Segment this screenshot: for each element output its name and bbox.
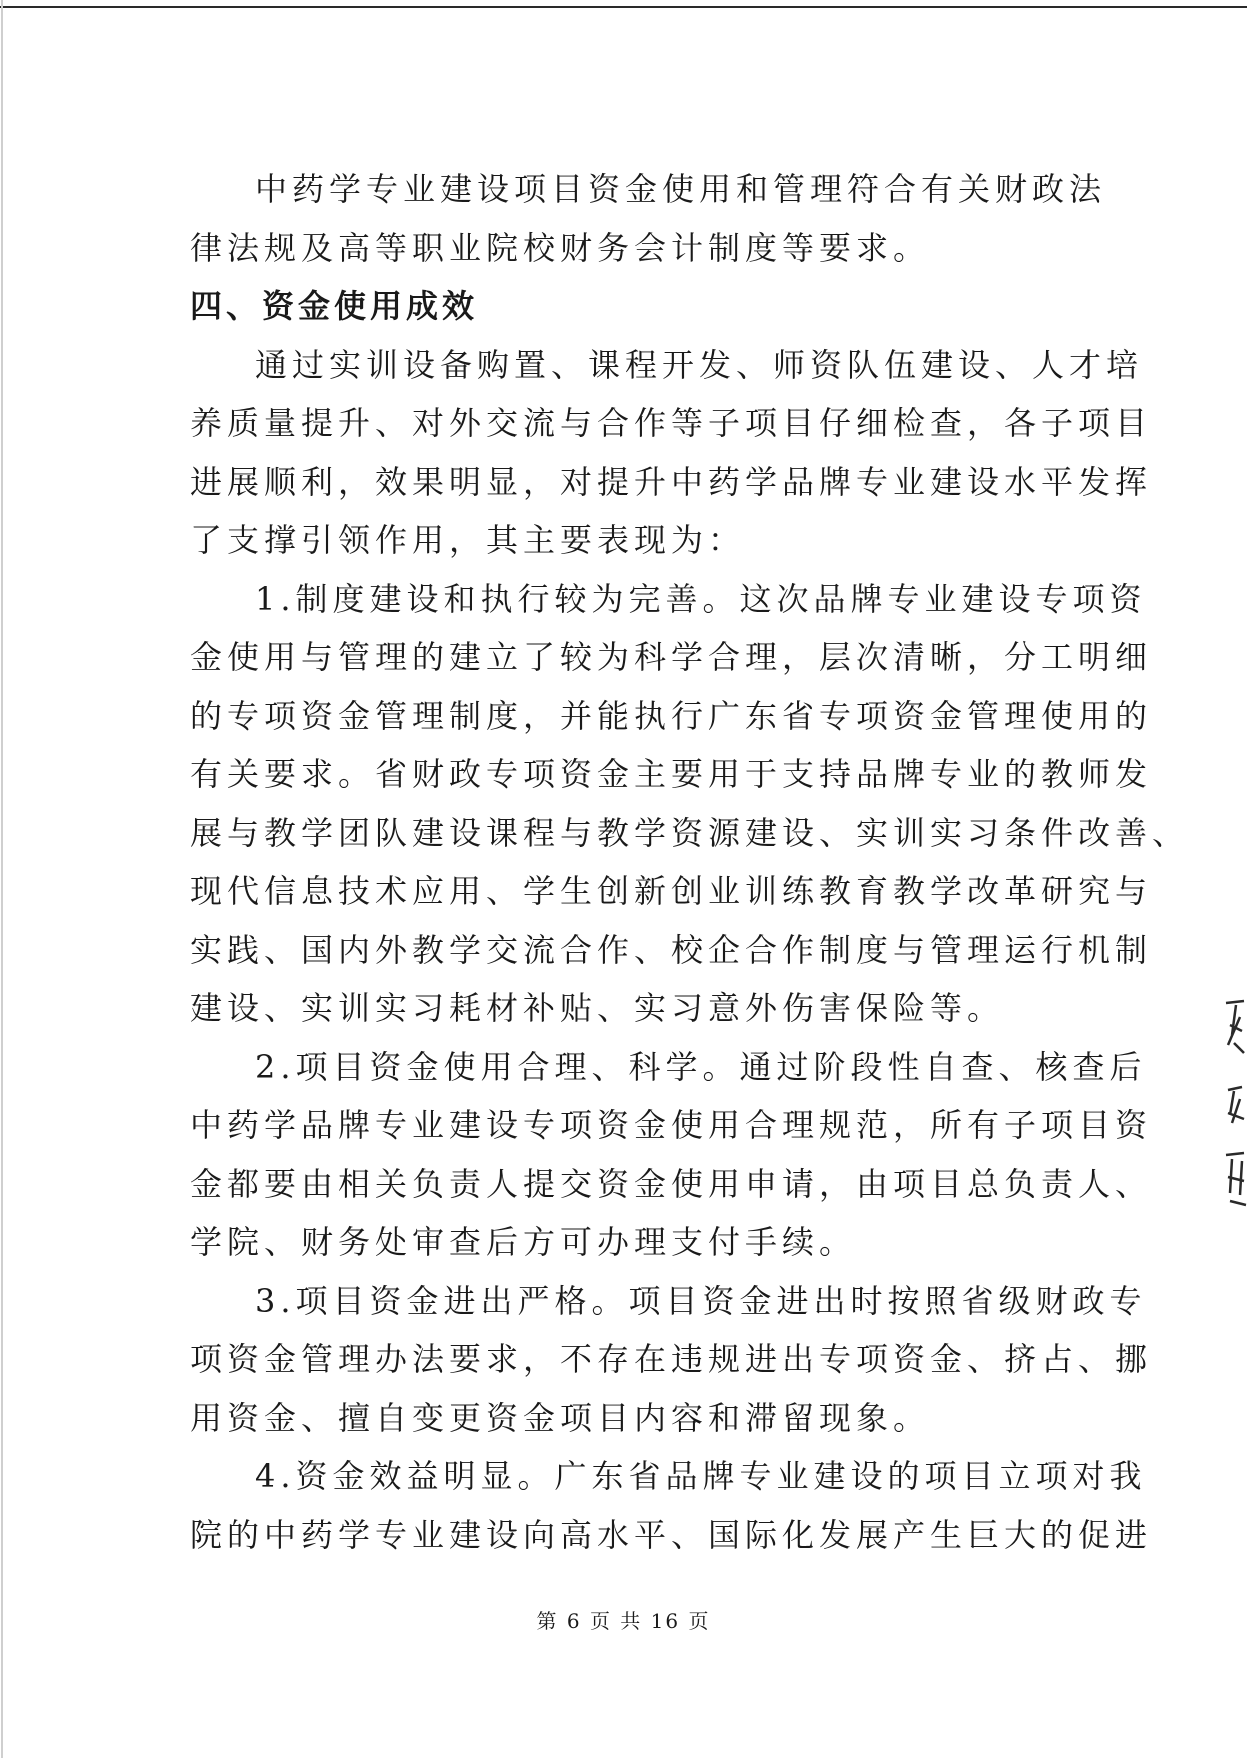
text-line: 2.项目资金使用合理、科学。通过阶段性自查、核查后: [255, 1047, 1147, 1086]
text-line: 建设、实训实习耗材补贴、实习意外伤害保险等。: [190, 989, 1005, 1027]
section-heading: 四、资金使用成效: [190, 287, 479, 325]
page-number: 第 6 页 共 16 页: [536, 1609, 711, 1633]
text-line: 通过实训设备购置、课程开发、师资队伍建设、人才培: [255, 345, 1144, 384]
text-line: 实践、国内外教学交流合作、校企合作制度与管理运行机制: [190, 930, 1153, 969]
text-line: 养质量提升、对外交流与合作等子项目仔细检查，各子项目: [190, 404, 1153, 442]
text-line: 金使用与管理的建立了较为科学合理，层次清晰，分工明细: [190, 638, 1153, 676]
text-line: 学院、财务处审查后方可办理支付手续。: [190, 1223, 857, 1261]
text-line: 4.资金效益明显。广东省品牌专业建设的项目立项对我: [255, 1457, 1147, 1495]
text-line: 的专项资金管理制度，并能执行广东省专项资金管理使用的: [190, 696, 1153, 735]
left-border-line: [1, 0, 3, 1758]
text-line: 3.项目资金进出严格。项目资金进出时按照省级财政专: [255, 1281, 1147, 1320]
text-line: 律法规及高等职业院校财务会计制度等要求。: [190, 228, 931, 267]
text-line: 院的中药学专业建设向高水平、国际化发展产生巨大的促进: [190, 1515, 1153, 1554]
text-line: 有关要求。省财政专项资金主要用于支持品牌专业的教师发: [190, 755, 1153, 793]
text-line: 现代信息技术应用、学生创新创业训练教育教学改革研究与: [190, 872, 1153, 910]
text-line: 项资金管理办法要求，不存在违规进出专项资金、挤占、挪: [190, 1340, 1153, 1378]
text-line: 中药学专业建设项目资金使用和管理符合有关财政法: [255, 170, 1107, 208]
seal-stamp-icon: [1222, 995, 1247, 1235]
text-line: 了支撑引领作用，其主要表现为：: [190, 521, 746, 559]
text-line: 1.制度建设和执行较为完善。这次品牌专业建设专项资: [255, 579, 1147, 618]
text-line: 进展顺利，效果明显，对提升中药学品牌专业建设水平发挥: [190, 462, 1153, 501]
document-body: [190, 160, 1190, 1564]
text-line: 展与教学团队建设课程与教学资源建设、实训实习条件改善、: [190, 813, 1190, 852]
text-line: 金都要由相关负责人提交资金使用申请，由项目总负责人、: [190, 1164, 1153, 1203]
text-line: 用资金、擅自变更资金项目内容和滞留现象。: [190, 1398, 931, 1437]
text-line: 中药学品牌专业建设专项资金使用合理规范，所有子项目资: [190, 1106, 1153, 1144]
top-border-line: [0, 6, 1247, 8]
